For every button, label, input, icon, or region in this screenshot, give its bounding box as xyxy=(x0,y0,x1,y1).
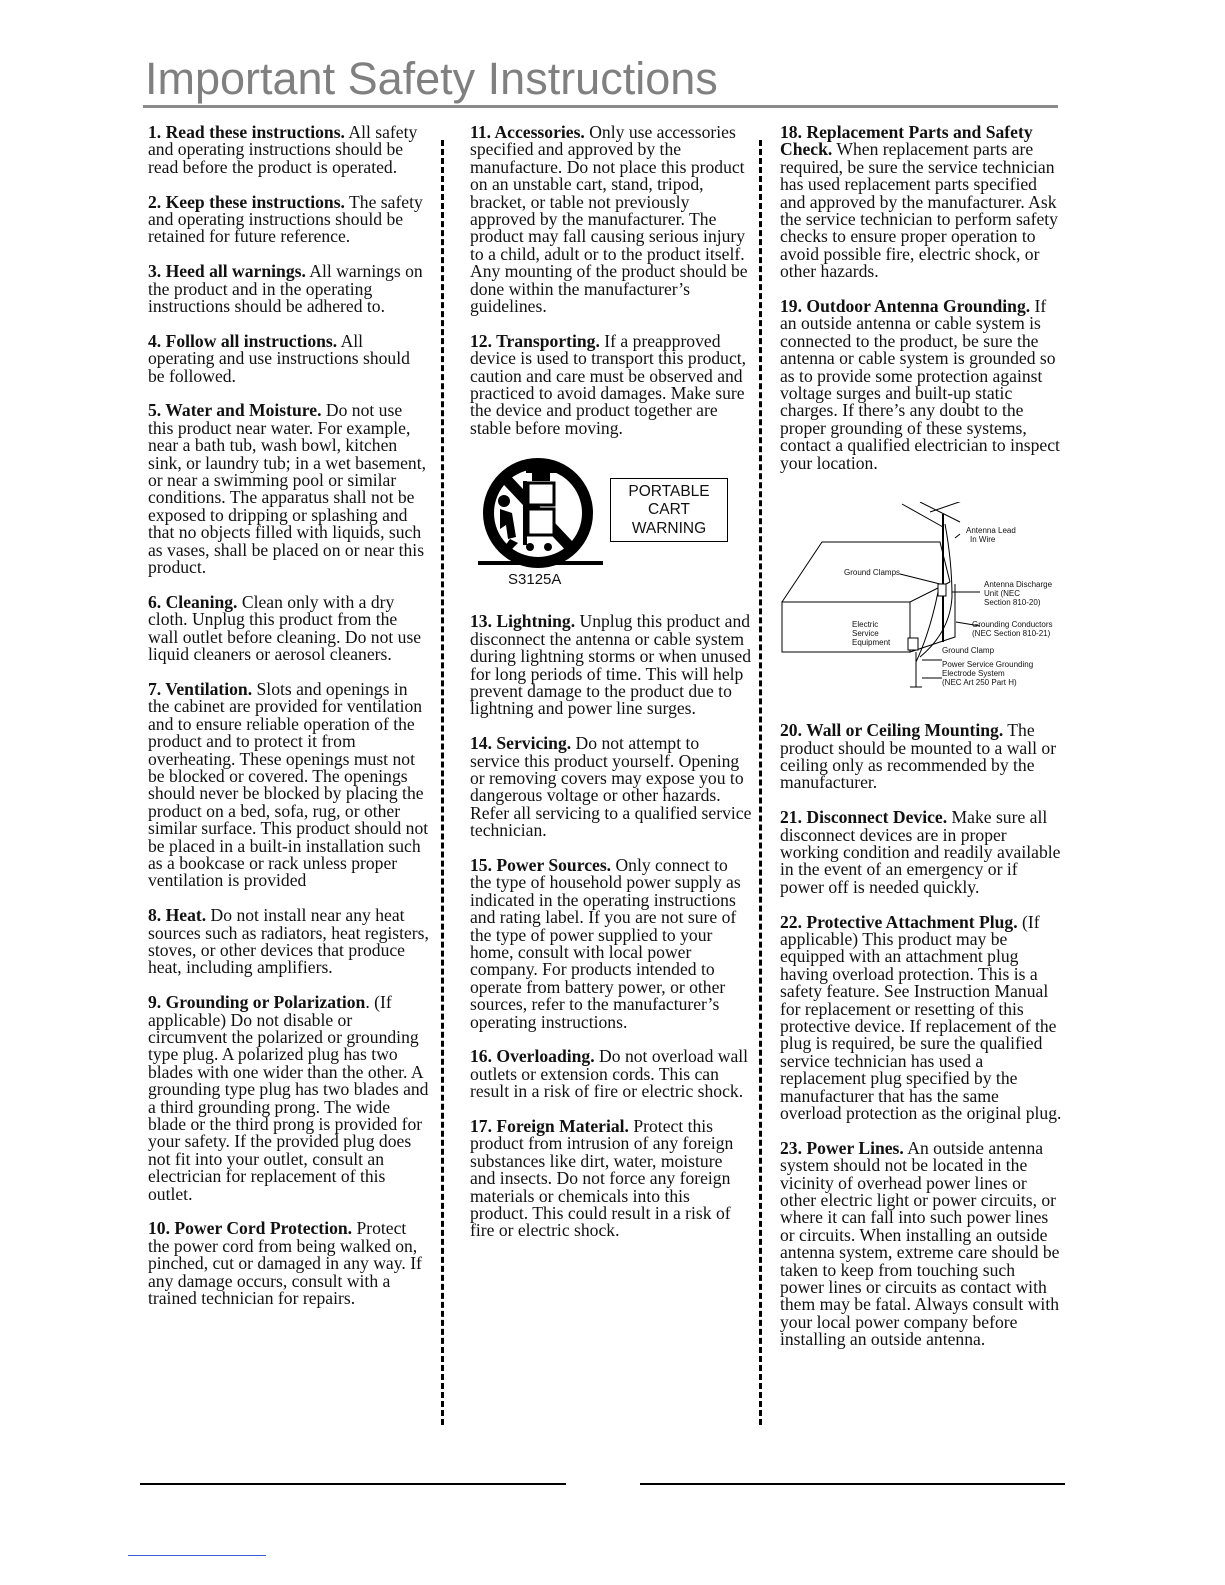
item-heading: 5. Water and Moisture. xyxy=(148,400,322,421)
item-9 xyxy=(148,994,430,1203)
cart-warning-line: WARNING xyxy=(631,519,707,537)
item-19 xyxy=(780,298,1062,472)
item-heading: 21. Disconnect Device. xyxy=(780,807,948,828)
item-heading: 4. Follow all instructions. xyxy=(148,330,338,351)
item-22 xyxy=(780,911,1062,1124)
antenna-label-line: Electric xyxy=(852,620,879,630)
bottom-link-underline xyxy=(128,1555,266,1556)
antenna-label-line: (NEC Art 250 Part H) xyxy=(942,678,1017,688)
column-3 xyxy=(780,124,1062,1366)
item-body: If an outside antenna or cable system is connected to the product, be sure the antenna or cable system is grounded so as to provide some protection against voltage surges and built-up static charges. If there’s any doubt to the proper grounding of these systems, contact a qualified electrician to inspect your location. xyxy=(780,296,1060,473)
item-23 xyxy=(780,1137,1062,1350)
item-heading: 13. Lightning. xyxy=(470,611,576,632)
antenna-label-line: Electrode System xyxy=(942,669,1005,679)
item-body: The safety and operating instructions should be retained for future reference. xyxy=(148,191,423,247)
power-service-grounding-label xyxy=(942,660,1033,687)
antenna-label-line: Equipment xyxy=(852,638,891,648)
item-2 xyxy=(148,191,430,247)
item-body: Protect this product from intrusion of any foreign substances like dirt, water, moisture and insects. Do not force any foreign materials or chemicals into this product. This could result in a risk of fire or electric shock. xyxy=(470,1116,734,1241)
item-body: Only connect to the type of household power supply as indicated in the operating instructions and rating label. If you are not sure of the type of power supplied to your home, consult with local power company. For products intended to operate from battery power, or other sources, refer to the manufacturer’s operating instructions. xyxy=(470,854,741,1032)
item-body: (If applicable) This product may be equipped with an attachment plug having overload protection. This is a safety feature. See Instruction Manual for replacement or resetting of this protective device. If replacement of the plug is required, be sure the qualified service technician has used a replacement plug specified by the manufacturer that has the same overload protection as the original plug. xyxy=(780,911,1062,1124)
item-heading: 14. Servicing. xyxy=(470,733,572,754)
item-heading: 7. Ventilation. xyxy=(148,678,253,699)
item-body: All operating and use instructions should be followed. xyxy=(148,330,410,386)
item-heading: 1. Read these instructions. xyxy=(148,122,345,142)
item-15 xyxy=(470,854,752,1032)
item-body: If a preapproved device is used to transport this product, caution and care must be observed and practiced to avoid damages. Make sure the device and product together are stable before moving. xyxy=(470,330,747,438)
cart-warning-line: PORTABLE xyxy=(628,482,710,500)
column-1 xyxy=(148,124,430,1325)
item-heading: 18. Replacement Parts and Safety Check. xyxy=(780,122,1033,160)
cart-warning-label xyxy=(610,478,728,542)
ground-clamp-label: Ground Clamp xyxy=(942,646,995,656)
item-10 xyxy=(148,1220,430,1307)
electric-service-label xyxy=(852,620,890,647)
page-title: Important Safety Instructions xyxy=(145,53,718,104)
item-heading: 9. Grounding or Polarization xyxy=(148,992,366,1013)
item-20 xyxy=(780,722,1062,792)
portable-cart-warning xyxy=(470,453,750,601)
item-body: An outside antenna system should not be located in the vicinity of overhead power lines or other electric light or power circuits, or where it can fall into such power lines or circuits. When installing an outside antenna system, extreme care should be taken to keep from touching such power lines or circuits as contact with them may be fatal. Always consult with your local power company before installing an outside antenna. xyxy=(780,1137,1060,1350)
item-6 xyxy=(148,591,430,665)
item-heading: 2. Keep these instructions. xyxy=(148,191,345,212)
antenna-label-line: Unit (NEC xyxy=(984,589,1021,599)
item-body: Make sure all disconnect devices are in proper working condition and readily available in the event of an emergency or if power off is needed quickly. xyxy=(780,807,1061,897)
item-8 xyxy=(148,907,430,977)
item-body: Do not attempt to service this product yourself. Opening or removing covers may expose you to dangerous voltage or other hazards. Refer all servicing to a qualified service technician. xyxy=(470,733,752,841)
item-heading: 22. Protective Attachment Plug. xyxy=(780,911,1018,932)
item-heading: 8. Heat. xyxy=(148,905,207,926)
column-divider xyxy=(441,140,444,1425)
footer-rule-right xyxy=(640,1483,1065,1485)
antenna-label-line: Power Service Grounding xyxy=(942,660,1034,670)
column-divider xyxy=(759,140,762,1425)
antenna-label-line: Antenna Discharge xyxy=(984,580,1053,590)
antenna-grounding-diagram xyxy=(780,502,1062,702)
item-13 xyxy=(470,613,752,717)
item-body: The product should be mounted to a wall or ceiling only as recommended by the manufacturer. xyxy=(780,720,1057,793)
item-heading: 10. Power Cord Protection. xyxy=(148,1218,353,1239)
item-18 xyxy=(780,124,1062,281)
ground-clamps-label: Ground Clamps xyxy=(844,568,901,578)
item-21 xyxy=(780,809,1062,896)
item-heading: 3. Heed all warnings. xyxy=(148,261,306,282)
item-body: Do not install near any heat sources such as radiators, heat registers, stoves, or other devices that produce heat, including amplifiers. xyxy=(148,905,429,978)
item-body: All safety and operating instructions should be read before the product is operated. xyxy=(148,122,418,177)
antenna-label-line: Grounding Conductors xyxy=(972,620,1053,630)
footer-rule-left xyxy=(140,1483,566,1485)
item-body: Only use accessories specified and approved by the manufacture. Do not place this product on an unstable cart, stand, tripod, bracket, or table not previously approved by the manufacturer. The product may fall causing serious injury to a child, adult or to the product itself. Any mounting of the product should be done within the manufacturer’s guidelines. xyxy=(470,122,748,317)
item-4 xyxy=(148,330,430,386)
item-17 xyxy=(470,1118,752,1240)
item-body: Protect the power cord from being walked on, pinched, cut or damaged in any way. If any damage occurs, consult with a trained technician for repairs. xyxy=(148,1218,422,1309)
antenna-label-line: (NEC Section 810-21) xyxy=(972,629,1051,639)
item-body: Clean only with a dry cloth. Unplug this product from the wall outlet before cleaning. Do not use liquid cleaners or aerosol cleaners. xyxy=(148,591,422,665)
antenna-label-line: Section 810-20) xyxy=(984,598,1041,608)
item-body: Do not overload wall outlets or extension cords. This can result in a risk of fire or electric shock. xyxy=(470,1046,749,1102)
item-heading: 17. Foreign Material. xyxy=(470,1116,629,1137)
item-heading: 16. Overloading. xyxy=(470,1046,595,1067)
item-11 xyxy=(470,124,752,315)
item-3 xyxy=(148,263,430,315)
cart-warning-line: CART xyxy=(648,501,690,519)
antenna-label-line: Service xyxy=(852,629,879,639)
item-7 xyxy=(148,678,430,891)
item-body: . (If applicable) Do not disable or circumvent the polarized or grounding type plug. A polarized plug has two blades with one wider than the other. A grounding type plug has two blades and a third grounding prong. The wide blade or the third prong is provided for your safety. If the provided plug does not fit into your outlet, consult an electrician for replacement of this outlet. xyxy=(148,992,429,1204)
title-underline xyxy=(143,105,1058,108)
item-12 xyxy=(470,330,752,438)
item-16 xyxy=(470,1048,752,1100)
item-14 xyxy=(470,735,752,839)
cart-warning-icon xyxy=(470,453,610,571)
item-heading: 6. Cleaning. xyxy=(148,591,238,612)
item-heading: 11. Accessories. xyxy=(470,122,585,142)
item-body: When replacement parts are required, be sure the service technician has used replacement parts specified and approved by the manufacturer. Ask the service technician to perform safety checks to ensure proper operation to avoid possible fire, electric shock, or other hazards. xyxy=(780,139,1058,282)
item-body: All warnings on the product and in the operating instructions should be adhered to. xyxy=(148,261,423,317)
antenna-label-line: Antenna Lead xyxy=(966,526,1016,536)
item-body: Slots and openings in the cabinet are provided for ventilation and to ensure reliable operation of the product and to protect it from overheating. These openings must not be blocked or covered. The openings should never be blocked by placing the product on a bed, sofa, rug, or other similar surface. This product should not be placed in a built-in installation such as a bookcase or rack unless proper ventilation is provided xyxy=(148,678,429,891)
column-2 xyxy=(470,124,752,1257)
item-heading: 12. Transporting. xyxy=(470,330,600,351)
antenna-label-line: In Wire xyxy=(970,535,996,545)
item-heading: 19. Outdoor Antenna Grounding. xyxy=(780,296,1031,317)
item-heading: 20. Wall or Ceiling Mounting. xyxy=(780,720,1004,741)
item-1 xyxy=(148,124,430,176)
item-heading: 15. Power Sources. xyxy=(470,854,612,875)
item-heading: 23. Power Lines. xyxy=(780,1137,904,1158)
item-body: Unplug this product and disconnect the antenna or cable system during lightning storms or when unused for long periods of time. This will help prevent damage to the product due to lightning and power line surges. xyxy=(470,611,751,719)
grounding-conductors-label xyxy=(972,620,1053,638)
item-body: Do not use this product near water. For example, near a bath tub, wash bowl, kitchen sink, or laundry tub; in a wet basement, or near a swimming pool or similar conditions. The apparatus shall not be exposed to dripping or splashing and that no objects filled with liquids, such as vases, shall be placed on or near this product. xyxy=(148,400,427,578)
cart-warning-code: S3125A xyxy=(508,571,562,589)
item-5 xyxy=(148,402,430,576)
discharge-unit-label xyxy=(984,580,1052,607)
antenna-lead-label xyxy=(966,526,1016,544)
